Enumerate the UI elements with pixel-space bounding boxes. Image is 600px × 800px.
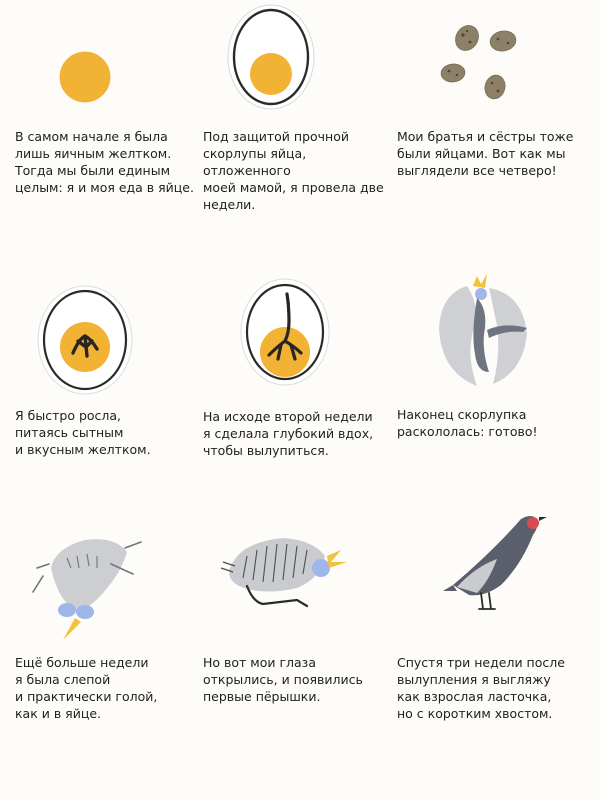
caption-feathers: Но вот мои глаза открылись, и появились первые пёрышки. <box>203 655 363 704</box>
caption-hatch: Наконец скорлупка раскололась: готово! <box>397 407 538 439</box>
caption-egg: Под защитой прочной скорлупы яйца, отложенного моей мамой, я провела две недели. <box>203 129 384 212</box>
caption-siblings: Мои братья и сёстры тоже были яйцами. Вот как мы выглядели все четверо! <box>397 129 574 178</box>
blind-chick-icon <box>15 528 205 653</box>
caption-breath: На исходе второй недели я сделала глубокий вдох, чтобы вылупиться. <box>203 409 374 458</box>
embryo-big-breath-icon <box>203 277 393 402</box>
caption-growing: Я быстро росла, питаясь сытным и вкусным желтком. <box>15 408 151 457</box>
embryo-in-egg-icon <box>15 283 205 403</box>
yolk-icon <box>15 15 205 135</box>
hatching-chick-icon <box>397 268 587 398</box>
caption-adult: Спустя три недели после вылупления я выгляжу как взрослая ласточка, но с коротким хвостом. <box>397 655 565 721</box>
caption-blind: Ещё больше недели я была слепой и практически голой, как и в яйце. <box>15 655 158 721</box>
caption-yolk: В самом начале я была лишь яичным желтком. Тогда мы были единым целым: я и моя еда в яйце. <box>15 129 194 195</box>
four-eggs-icon <box>397 15 587 135</box>
egg-with-yolk-icon <box>203 0 393 125</box>
feathered-chick-icon <box>203 528 393 653</box>
swallow-icon <box>397 505 587 635</box>
